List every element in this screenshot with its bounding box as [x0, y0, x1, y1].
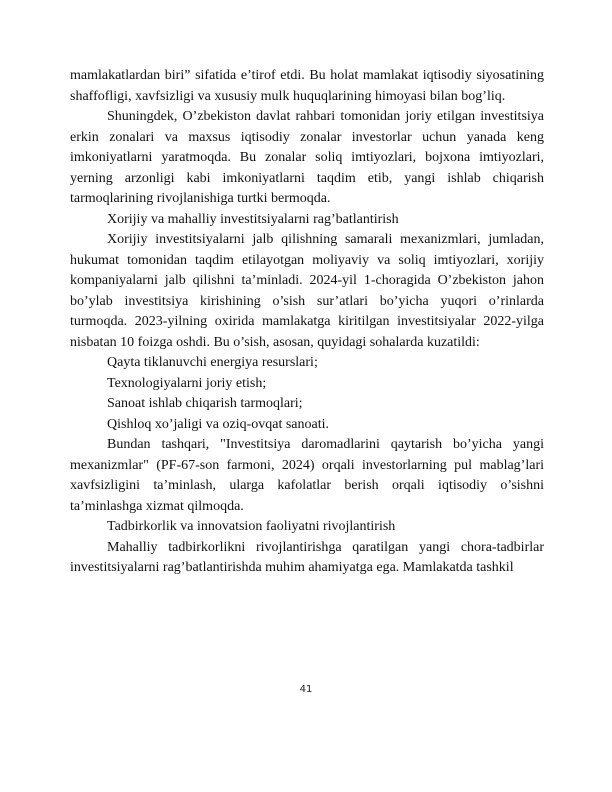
paragraph-free-zones: Shuningdek, O’zbekiston davlat rahbari tomonidan joriy etilgan investitsiya erkin zonalari va maxsus iqtisodiy zonalar investorlar uchun yanada keng imkoniyatlarni yaratmoqda. Bu zonalar soliq imtiyozlari, bojxona imtiyozlari, yerning arzonligi kabi imkoniyatlarni taqdim etib, yangi ishlab chiqarish tarmoqlarining rivojlanishiga turtki bermoqda. — [70, 109, 544, 206]
paragraph-continuation: mamlakatlardan biri” sifatida e’tirof etdi. Bu holat mamlakat iqtisodiy siyosatining shaffofligi, xavfsizligi va xususiy mulk huquqlarining himoyasi bilan bog’liq. — [70, 68, 544, 104]
document-page — [70, 66, 544, 579]
section-heading-entrepreneurship: Tadbirkorlik va innovatsion faoliyatni rivojlantirish — [107, 519, 396, 534]
list-item: Qayta tiklanuvchi energiya resurslari; — [107, 355, 318, 370]
paragraph-decree: Bundan tashqari, "Investitsiya daromadlarini qaytarish bo’yicha yangi mexanizmlar" (PF-67-son farmoni, 2024) orqali investorlarning pul mablag’lari xavfsizligini ta’minlash, ularga kafolatlar berish orqali iqtisodiy o’sishni ta’minlashga xizmat qilmoqda. — [70, 437, 544, 514]
paragraph-entrepreneurship: Mahalliy tadbirkorlikni rivojlantirishga qaratilgan yangi chora-tadbirlar investitsiyalarni rag’batlantirishda muhim ahamiyatga ega. Mamlakatda tashkil — [70, 539, 544, 575]
list-item: Sanoat ishlab chiqarish tarmoqlari; — [107, 396, 303, 411]
list-item: Texnologiyalarni joriy etish; — [107, 375, 267, 391]
section-heading-investments: Xorijiy va mahalliy investitsiyalarni rag’batlantirish — [107, 211, 399, 227]
paragraph-foreign-investment: Xorijiy investitsiyalarni jalb qilishning samarali mexanizmlari, jumladan, hukumat tomonidan taqdim etilayotgan moliyaviy va soliq imtiyozlari, xorijiy kompaniyalarni jalb qilishni ta’minladi. 2024-yil 1-choragida O’zbekiston jahon bo’ylab investitsiya kirishining o’sish sur’atlari bo’yicha yuqori o’rinlarda turmoqda. 2023-yilning oxirida mamlakatga kiritilgan investitsiyalar 2022-yilga nisbatan 10 foizga oshdi. Bu o’sish, asosan, quyidagi sohalarda kuzatildi: — [70, 232, 544, 350]
list-item: Qishloq xo’jaligi va oziq-ovqat sanoati. — [107, 416, 330, 432]
page-number: 41 — [299, 684, 313, 695]
